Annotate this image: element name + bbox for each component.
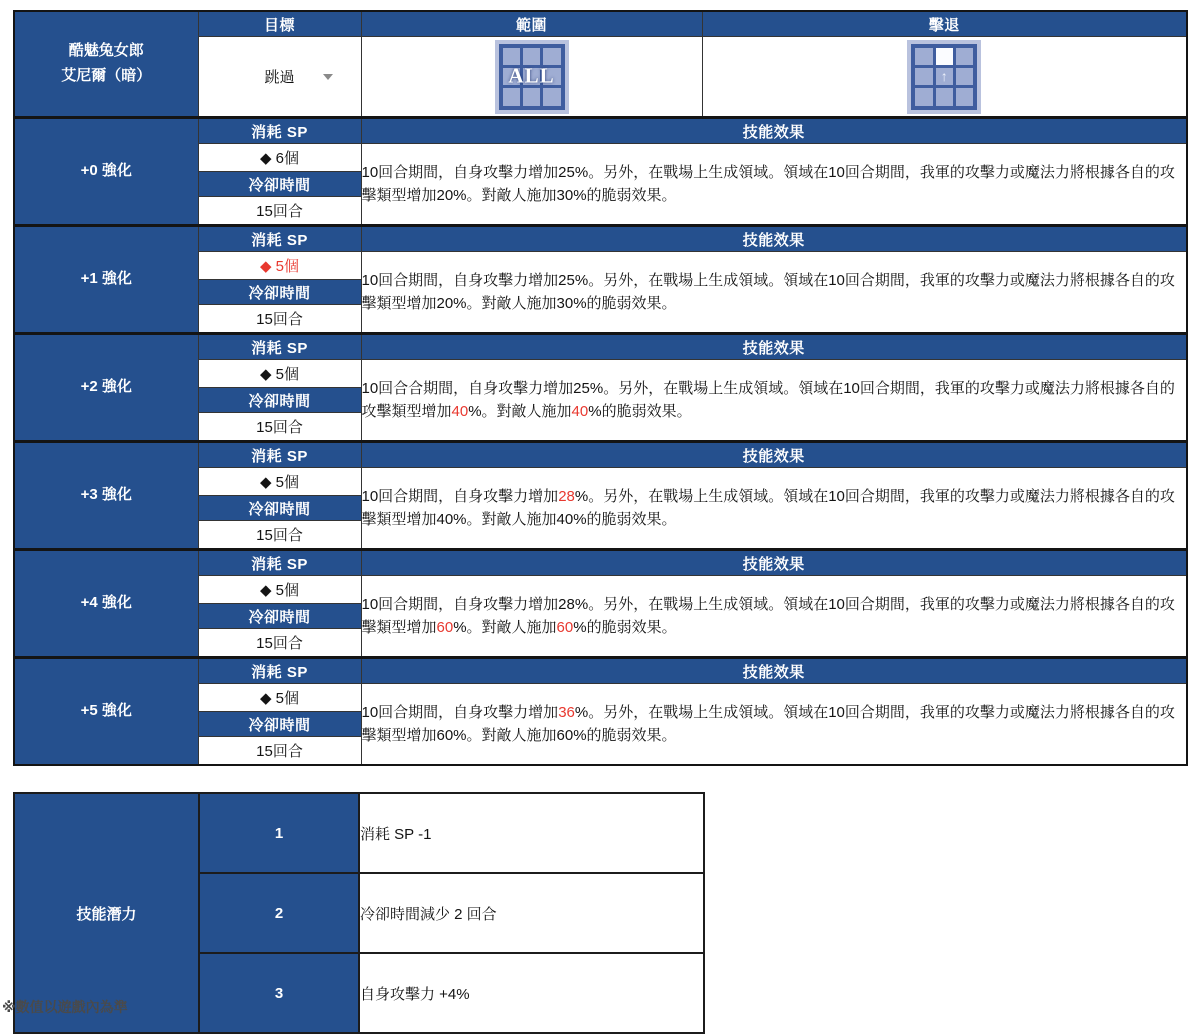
effect-header: 技能效果	[361, 442, 1187, 468]
potential-effect: 冷卻時間減少 2 回合	[359, 873, 704, 953]
effect-segment: 10回合期間，自身攻擊力增加25%。另外，在戰場上生成領域。領域在10回合期間，我軍的攻擊力或魔法力將根據各自的攻擊類型增加20%。對敵人施加30%的脆弱效果。	[361, 271, 1175, 312]
effect-highlight: 60	[556, 619, 574, 636]
enhancement-label: +4 強化	[14, 550, 198, 658]
column-header-target: 目標	[198, 11, 361, 37]
cooldown-header: 冷卻時間	[198, 172, 361, 197]
effect-segment: 10回合合期間，自身攻擊力增加25%。另外，在戰場上生成領域。領域在10回合期間，我軍的攻擊力或魔法力將根據各自的攻擊類型增加	[361, 379, 1175, 420]
skill-table	[13, 10, 1188, 766]
potential-title: 技能潛力	[14, 793, 199, 1033]
character-name-line2: 艾尼爾（暗）	[61, 67, 152, 84]
effect-segment: %。對敵人施加	[453, 619, 557, 636]
character-name-line1: 酷魅兔女郎	[68, 42, 144, 60]
effect-header: 技能效果	[361, 550, 1187, 576]
enhancement-label: +5 強化	[14, 658, 198, 766]
knockback-up-grid-icon	[907, 40, 981, 114]
column-header-knockback: 擊退	[702, 11, 1187, 37]
enhancement-label: +0 強化	[14, 118, 198, 226]
potential-rank: 2	[199, 873, 359, 953]
sp-value: ◆ 6個	[198, 144, 361, 172]
cooldown-header: 冷卻時間	[198, 496, 361, 521]
potential-rank: 1	[199, 793, 359, 873]
effect-highlight: 40	[451, 403, 469, 420]
sp-value: ◆ 5個	[198, 252, 361, 280]
cooldown-value: 15回合	[198, 305, 361, 334]
effect-text	[361, 252, 1187, 334]
sp-header: 消耗 SP	[198, 226, 361, 252]
sp-value: ◆ 5個	[198, 684, 361, 712]
effect-header: 技能效果	[361, 334, 1187, 360]
effect-segment: 10回合期間，自身攻擊力增加	[361, 487, 559, 505]
cooldown-header: 冷卻時間	[198, 604, 361, 629]
range-cell	[361, 37, 702, 118]
effect-header: 技能效果	[361, 658, 1187, 684]
effect-text	[361, 576, 1187, 658]
sp-header: 消耗 SP	[198, 334, 361, 360]
sp-header: 消耗 SP	[198, 550, 361, 576]
cooldown-header: 冷卻時間	[198, 280, 361, 305]
effect-segment: %。另外，在戰場上生成領域。領域在10回合期間，我軍的攻擊力或魔法力將根據各自的攻擊類型增加40%。對敵人施加40%的脆弱效果。	[361, 487, 1175, 528]
sp-header: 消耗 SP	[198, 442, 361, 468]
target-dropdown-value: 跳過	[264, 69, 295, 86]
effect-segment: 10回合期間，自身攻擊力增加	[361, 703, 559, 721]
effect-segment: 10回合期間，自身攻擊力增加28%。另外，在戰場上生成領域。領域在10回合期間，我軍的攻擊力或魔法力將根據各自的攻擊類型增加	[361, 595, 1175, 636]
effect-segment: %的脆弱效果。	[573, 619, 677, 636]
sp-header: 消耗 SP	[198, 658, 361, 684]
target-dropdown[interactable]	[198, 37, 361, 118]
knockback-cell	[702, 37, 1187, 118]
range-all-label: ALL	[508, 63, 555, 87]
chevron-down-icon[interactable]	[323, 74, 333, 80]
cooldown-header: 冷卻時間	[198, 712, 361, 737]
all-range-grid-icon	[495, 40, 569, 114]
potential-effect: 消耗 SP -1	[359, 793, 704, 873]
skill-page	[13, 10, 1188, 1034]
enhancement-label: +2 強化	[14, 334, 198, 442]
enhancement-label: +1 強化	[14, 226, 198, 334]
cooldown-value: 15回合	[198, 629, 361, 658]
effect-highlight: 40	[571, 403, 589, 420]
up-arrow-icon: ↑	[940, 68, 948, 85]
cooldown-value: 15回合	[198, 521, 361, 550]
effect-segment: %。對敵人施加	[468, 403, 572, 420]
cooldown-value: 15回合	[198, 197, 361, 226]
cooldown-value: 15回合	[198, 413, 361, 442]
sp-value: ◆ 5個	[198, 468, 361, 496]
effect-highlight: 28	[558, 487, 575, 505]
effect-text	[361, 468, 1187, 550]
footnote-text: ※數值以遊戲內為準	[2, 999, 128, 1015]
sp-value: ◆ 5個	[198, 576, 361, 604]
effect-segment: 10回合期間，自身攻擊力增加25%。另外，在戰場上生成領域。領域在10回合期間，我軍的攻擊力或魔法力將根據各自的攻擊類型增加20%。對敵人施加30%的脆弱效果。	[361, 163, 1175, 204]
effect-segment: %的脆弱效果。	[588, 403, 692, 420]
cooldown-value: 15回合	[198, 737, 361, 766]
potential-rank: 3	[199, 953, 359, 1033]
effect-highlight: 36	[558, 703, 575, 721]
potential-effect: 自身攻擊力 +4%	[359, 953, 704, 1033]
cooldown-header: 冷卻時間	[198, 388, 361, 413]
effect-highlight: 60	[436, 619, 454, 636]
effect-header: 技能效果	[361, 118, 1187, 144]
enhancement-label: +3 強化	[14, 442, 198, 550]
sp-header: 消耗 SP	[198, 118, 361, 144]
effect-text	[361, 144, 1187, 226]
effect-text	[361, 360, 1187, 442]
effect-header: 技能效果	[361, 226, 1187, 252]
sp-value: ◆ 5個	[198, 360, 361, 388]
effect-text	[361, 684, 1187, 766]
character-name-cell	[14, 11, 198, 118]
effect-segment: %。另外，在戰場上生成領域。領域在10回合期間，我軍的攻擊力或魔法力將根據各自的攻擊類型增加60%。對敵人施加60%的脆弱效果。	[361, 703, 1175, 744]
column-header-range: 範圍	[361, 11, 702, 37]
